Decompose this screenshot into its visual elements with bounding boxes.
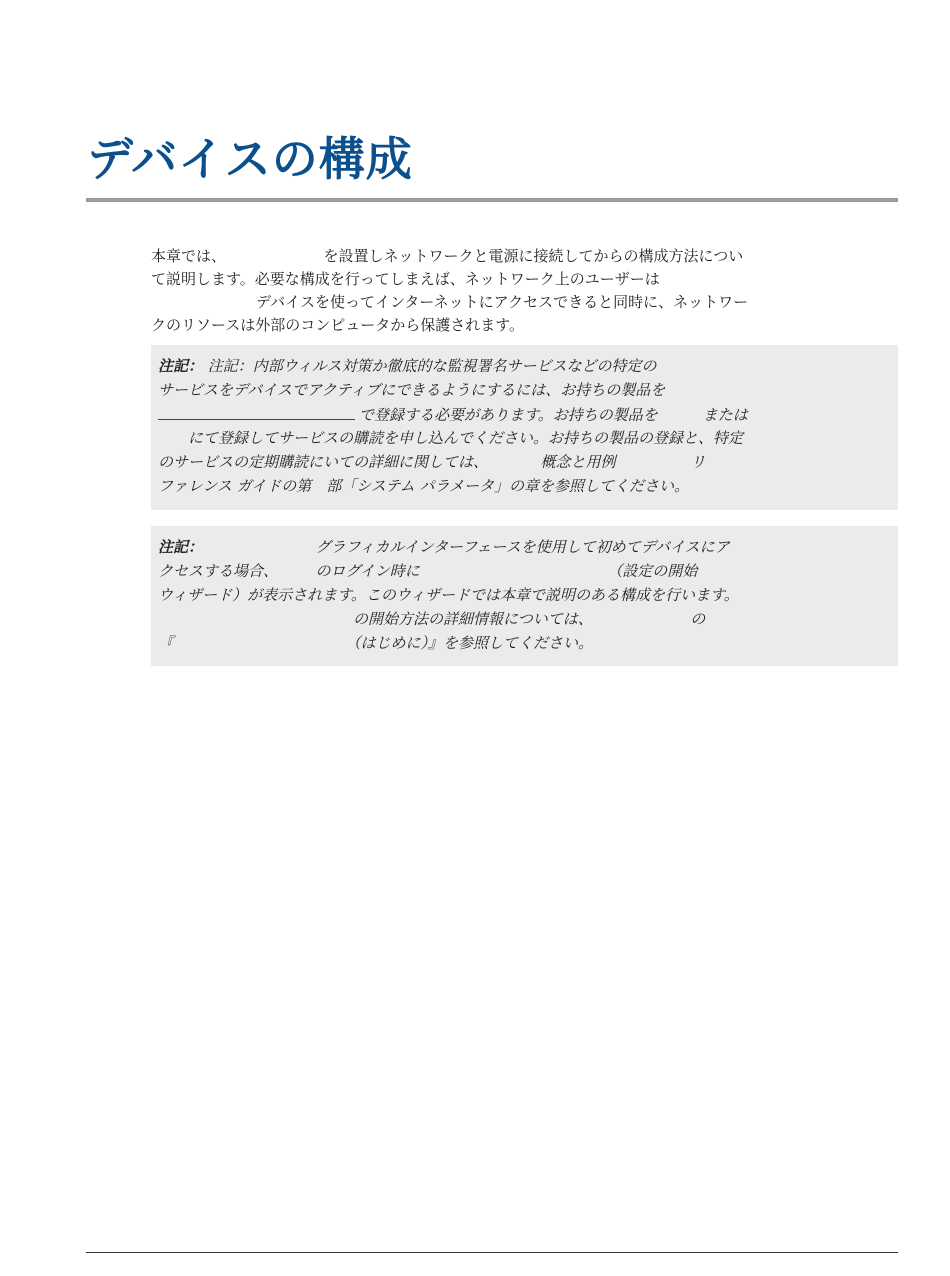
note-line: のサービスの定期購読にいての詳細に関しては、 概念と用例 リ <box>158 453 706 471</box>
note-line <box>158 402 898 426</box>
page-title: デバイスの構成 <box>87 132 413 186</box>
intro-line: 本章では、 を設置しネットワークと電源に接続してからの構成方法につい <box>151 247 744 265</box>
note-text: で登録する必要があります。お持ちの製品を または <box>359 406 748 424</box>
note-box-registration <box>151 345 898 510</box>
note-line <box>158 535 898 559</box>
note-line: の開始方法の詳細情報については、 の <box>158 610 706 628</box>
title-rule <box>86 198 898 202</box>
note-line: 『 （はじめに）』を参照してください。 <box>158 634 594 652</box>
note-line: ファレンス ガイドの第 部「システム パラメータ」の章を参照してください。 <box>158 477 690 495</box>
note-line: にて登録してサービスの購読を申し込んでください。お持ちの製品の登録と、特定 <box>158 429 744 447</box>
note-line: クセスする場合、 のログイン時に （設定の開始 <box>158 562 698 580</box>
intro-paragraph <box>151 245 886 337</box>
note-text: 注記：内部ウィルス対策か徹底的な監視署名サービスなどの特定の <box>207 357 657 375</box>
note-line: サービスをデバイスでアクティブにできるようにするには、お持ちの製品を <box>158 381 666 399</box>
intro-line: デバイスを使ってインターネットにアクセスできると同時に、ネットワー <box>151 293 749 311</box>
note-line <box>158 354 898 378</box>
note-text: グラフィカルインターフェースを使用して初めてデバイスにア <box>195 538 730 556</box>
note-box-setup-wizard <box>151 526 898 666</box>
note-label: 注記： <box>158 357 204 375</box>
note-line: ウィザード）が表示されます。このウィザードでは本章で説明のある構成を行います。 <box>158 586 739 604</box>
footer-rule <box>86 1252 898 1253</box>
intro-line: クのリソースは外部のコンピュータから保護されます。 <box>151 316 525 334</box>
intro-line: て説明します。必要な構成を行ってしまえば、ネットワーク上のユーザーは <box>151 270 660 288</box>
note-label: 注記： <box>158 538 196 556</box>
registration-link[interactable] <box>158 402 355 420</box>
